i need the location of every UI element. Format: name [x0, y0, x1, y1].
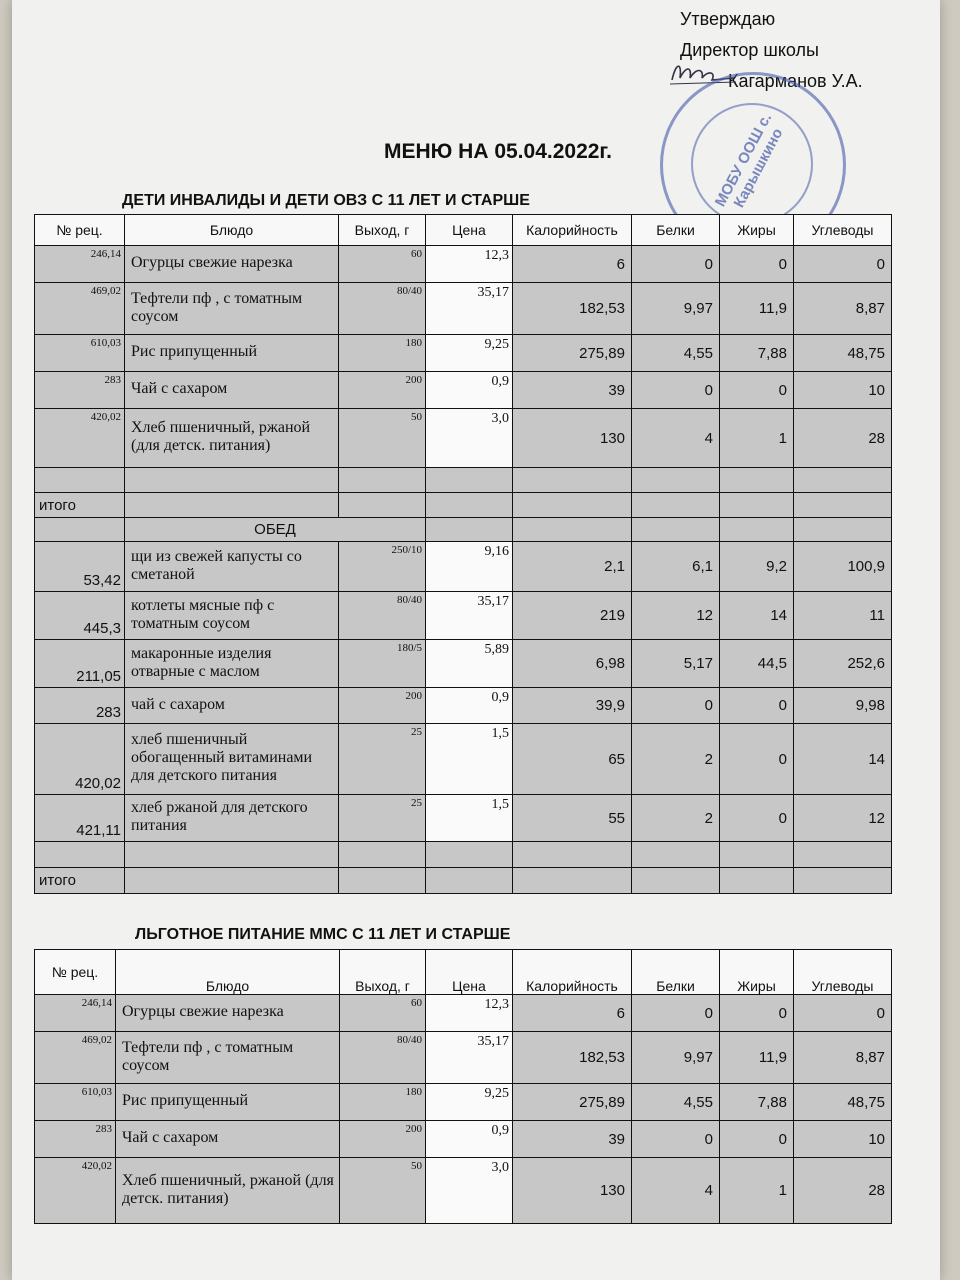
recipe-code: 420,02 — [35, 409, 125, 468]
carbs-value: 28 — [794, 1158, 892, 1224]
total-label: итого — [35, 493, 125, 518]
kcal-value: 182,53 — [513, 283, 632, 335]
price-value: 35,17 — [426, 592, 513, 640]
col-header: Калорийность — [513, 950, 632, 995]
carbs-value: 12 — [794, 795, 892, 842]
table-row — [35, 1158, 892, 1224]
table-row — [35, 995, 892, 1032]
fat-value: 1 — [720, 409, 794, 468]
price-value: 9,16 — [426, 542, 513, 592]
kcal-value: 275,89 — [513, 335, 632, 372]
fat-value: 0 — [720, 724, 794, 795]
dish-name: макаронные изделия отварные с маслом — [125, 640, 339, 688]
col-header: Калорийность — [513, 215, 632, 246]
fat-value: 11,9 — [720, 1032, 794, 1084]
yield-value: 200 — [339, 372, 426, 409]
table-row — [35, 246, 892, 283]
price-value: 1,5 — [426, 795, 513, 842]
table-row — [35, 1032, 892, 1084]
dish-name: хлеб ржаной для детского питания — [125, 795, 339, 842]
carbs-value: 10 — [794, 1121, 892, 1158]
dish-name: хлеб пшеничный обогащенный витаминами для детского питания — [125, 724, 339, 795]
carbs-value: 11 — [794, 592, 892, 640]
table-row — [35, 372, 892, 409]
recipe-code: 610,03 — [35, 1084, 116, 1121]
price-value: 0,9 — [426, 688, 513, 724]
col-header: Жиры — [720, 215, 794, 246]
col-header: Цена — [426, 950, 513, 995]
fat-value: 7,88 — [720, 335, 794, 372]
fat-value: 44,5 — [720, 640, 794, 688]
dish-name: Хлеб пшеничный, ржаной (для детск. питания) — [125, 409, 339, 468]
kcal-value: 6 — [513, 995, 632, 1032]
empty-row — [35, 468, 892, 493]
section1-title: ДЕТИ ИНВАЛИДЫ И ДЕТИ ОВЗ С 11 ЛЕТ И СТАРШЕ — [122, 192, 530, 209]
carbs-value: 28 — [794, 409, 892, 468]
kcal-value: 130 — [513, 1158, 632, 1224]
table-row — [35, 795, 892, 842]
total-row — [35, 868, 892, 894]
yield-value: 50 — [340, 1158, 426, 1224]
carbs-value: 0 — [794, 995, 892, 1032]
director-position: Директор школы — [680, 40, 819, 60]
recipe-code: 283 — [35, 372, 125, 409]
dish-name: Огурцы свежие нарезка — [116, 995, 340, 1032]
recipe-code: 246,14 — [35, 995, 116, 1032]
recipe-code: 211,05 — [35, 640, 125, 688]
yield-value: 200 — [340, 1121, 426, 1158]
fat-value: 14 — [720, 592, 794, 640]
yield-value: 50 — [339, 409, 426, 468]
kcal-value: 2,1 — [513, 542, 632, 592]
price-value: 3,0 — [426, 1158, 513, 1224]
price-value: 35,17 — [426, 283, 513, 335]
protein-value: 4,55 — [632, 1084, 720, 1121]
protein-value: 0 — [632, 1121, 720, 1158]
col-header: Выход, г — [340, 950, 426, 995]
recipe-code: 445,3 — [35, 592, 125, 640]
col-header: Цена — [426, 215, 513, 246]
approve-label: Утверждаю — [680, 9, 776, 29]
fat-value: 0 — [720, 372, 794, 409]
yield-value: 25 — [339, 795, 426, 842]
protein-value: 12 — [632, 592, 720, 640]
table-row — [35, 640, 892, 688]
recipe-code: 53,42 — [35, 542, 125, 592]
dish-name: Чай с сахаром — [116, 1121, 340, 1158]
protein-value: 0 — [632, 995, 720, 1032]
protein-value: 9,97 — [632, 283, 720, 335]
col-header: Блюдо — [116, 950, 340, 995]
carbs-value: 48,75 — [794, 335, 892, 372]
table-row — [35, 724, 892, 795]
table-row — [35, 1084, 892, 1121]
table-row — [35, 542, 892, 592]
fat-value: 7,88 — [720, 1084, 794, 1121]
price-value: 12,3 — [426, 995, 513, 1032]
total-label: итого — [35, 868, 125, 894]
protein-value: 4,55 — [632, 335, 720, 372]
fat-value: 1 — [720, 1158, 794, 1224]
dish-name: Рис припущенный — [125, 335, 339, 372]
yield-value: 250/10 — [339, 542, 426, 592]
menu-table-2 — [34, 949, 892, 1224]
yield-value: 60 — [340, 995, 426, 1032]
carbs-value: 0 — [794, 246, 892, 283]
col-header: Жиры — [720, 950, 794, 995]
protein-value: 0 — [632, 246, 720, 283]
col-header: Углеводы — [794, 950, 892, 995]
protein-value: 2 — [632, 795, 720, 842]
protein-value: 5,17 — [632, 640, 720, 688]
carbs-value: 9,98 — [794, 688, 892, 724]
price-value: 12,3 — [426, 246, 513, 283]
fat-value: 9,2 — [720, 542, 794, 592]
lunch-label: ОБЕД — [125, 518, 426, 542]
yield-value: 80/40 — [339, 592, 426, 640]
table-row — [35, 409, 892, 468]
dish-name: чай с сахаром — [125, 688, 339, 724]
price-value: 3,0 — [426, 409, 513, 468]
yield-value: 180 — [340, 1084, 426, 1121]
yield-value: 80/40 — [340, 1032, 426, 1084]
col-header: № рец. — [35, 950, 116, 995]
protein-value: 0 — [632, 688, 720, 724]
kcal-value: 39 — [513, 372, 632, 409]
stamp-text: МОБУ ООШ с. Карышкино — [711, 110, 787, 211]
col-header: Блюдо — [125, 215, 339, 246]
col-header: Белки — [632, 215, 720, 246]
price-value: 0,9 — [426, 372, 513, 409]
col-header: Выход, г — [339, 215, 426, 246]
total-row — [35, 493, 892, 518]
kcal-value: 65 — [513, 724, 632, 795]
recipe-code: 420,02 — [35, 1158, 116, 1224]
yield-value: 200 — [339, 688, 426, 724]
section2-title: ЛЬГОТНОЕ ПИТАНИЕ ММС С 11 ЛЕТ И СТАРШЕ — [135, 926, 511, 943]
col-header: Углеводы — [794, 215, 892, 246]
carbs-value: 252,6 — [794, 640, 892, 688]
table-row — [35, 335, 892, 372]
recipe-code: 283 — [35, 688, 125, 724]
dish-name: Тефтели пф , с томатным соусом — [116, 1032, 340, 1084]
protein-value: 2 — [632, 724, 720, 795]
recipe-code: 469,02 — [35, 283, 125, 335]
carbs-value: 100,9 — [794, 542, 892, 592]
dish-name: Огурцы свежие нарезка — [125, 246, 339, 283]
carbs-value: 8,87 — [794, 1032, 892, 1084]
col-header: Белки — [632, 950, 720, 995]
yield-value: 25 — [339, 724, 426, 795]
kcal-value: 130 — [513, 409, 632, 468]
page-title: МЕНЮ НА 05.04.2022г. — [384, 140, 612, 163]
kcal-value: 6,98 — [513, 640, 632, 688]
dish-name: Хлеб пшеничный, ржаной (для детск. питания) — [116, 1158, 340, 1224]
recipe-code: 420,02 — [35, 724, 125, 795]
protein-value: 4 — [632, 409, 720, 468]
price-value: 9,25 — [426, 1084, 513, 1121]
kcal-value: 55 — [513, 795, 632, 842]
table-row — [35, 1121, 892, 1158]
fat-value: 11,9 — [720, 283, 794, 335]
dish-name: Тефтели пф , с томатным соусом — [125, 283, 339, 335]
carbs-value: 48,75 — [794, 1084, 892, 1121]
yield-value: 180/5 — [339, 640, 426, 688]
table-row — [35, 688, 892, 724]
fat-value: 0 — [720, 688, 794, 724]
dish-name: Рис припущенный — [116, 1084, 340, 1121]
kcal-value: 39,9 — [513, 688, 632, 724]
recipe-code: 246,14 — [35, 246, 125, 283]
price-value: 0,9 — [426, 1121, 513, 1158]
recipe-code: 610,03 — [35, 335, 125, 372]
kcal-value: 275,89 — [513, 1084, 632, 1121]
carbs-value: 8,87 — [794, 283, 892, 335]
carbs-value: 14 — [794, 724, 892, 795]
price-value: 1,5 — [426, 724, 513, 795]
yield-value: 60 — [339, 246, 426, 283]
section-row — [35, 518, 892, 542]
protein-value: 6,1 — [632, 542, 720, 592]
dish-name: Чай с сахаром — [125, 372, 339, 409]
price-value: 9,25 — [426, 335, 513, 372]
fat-value: 0 — [720, 1121, 794, 1158]
recipe-code: 469,02 — [35, 1032, 116, 1084]
table-header-row — [35, 215, 892, 246]
col-header: № рец. — [35, 215, 125, 246]
table-row — [35, 592, 892, 640]
kcal-value: 219 — [513, 592, 632, 640]
fat-value: 0 — [720, 995, 794, 1032]
recipe-code: 283 — [35, 1121, 116, 1158]
dish-name: котлеты мясные пф с томатным соусом — [125, 592, 339, 640]
kcal-value: 6 — [513, 246, 632, 283]
empty-row — [35, 842, 892, 868]
price-value: 5,89 — [426, 640, 513, 688]
kcal-value: 39 — [513, 1121, 632, 1158]
table-row — [35, 283, 892, 335]
price-value: 35,17 — [426, 1032, 513, 1084]
recipe-code: 421,11 — [35, 795, 125, 842]
fat-value: 0 — [720, 246, 794, 283]
table-header-row — [35, 950, 892, 995]
protein-value: 4 — [632, 1158, 720, 1224]
yield-value: 80/40 — [339, 283, 426, 335]
kcal-value: 182,53 — [513, 1032, 632, 1084]
protein-value: 9,97 — [632, 1032, 720, 1084]
fat-value: 0 — [720, 795, 794, 842]
yield-value: 180 — [339, 335, 426, 372]
carbs-value: 10 — [794, 372, 892, 409]
director-name: Кагарманов У.А. — [728, 71, 863, 91]
protein-value: 0 — [632, 372, 720, 409]
menu-table-1 — [34, 214, 892, 894]
dish-name: щи из свежей капусты со сметаной — [125, 542, 339, 592]
